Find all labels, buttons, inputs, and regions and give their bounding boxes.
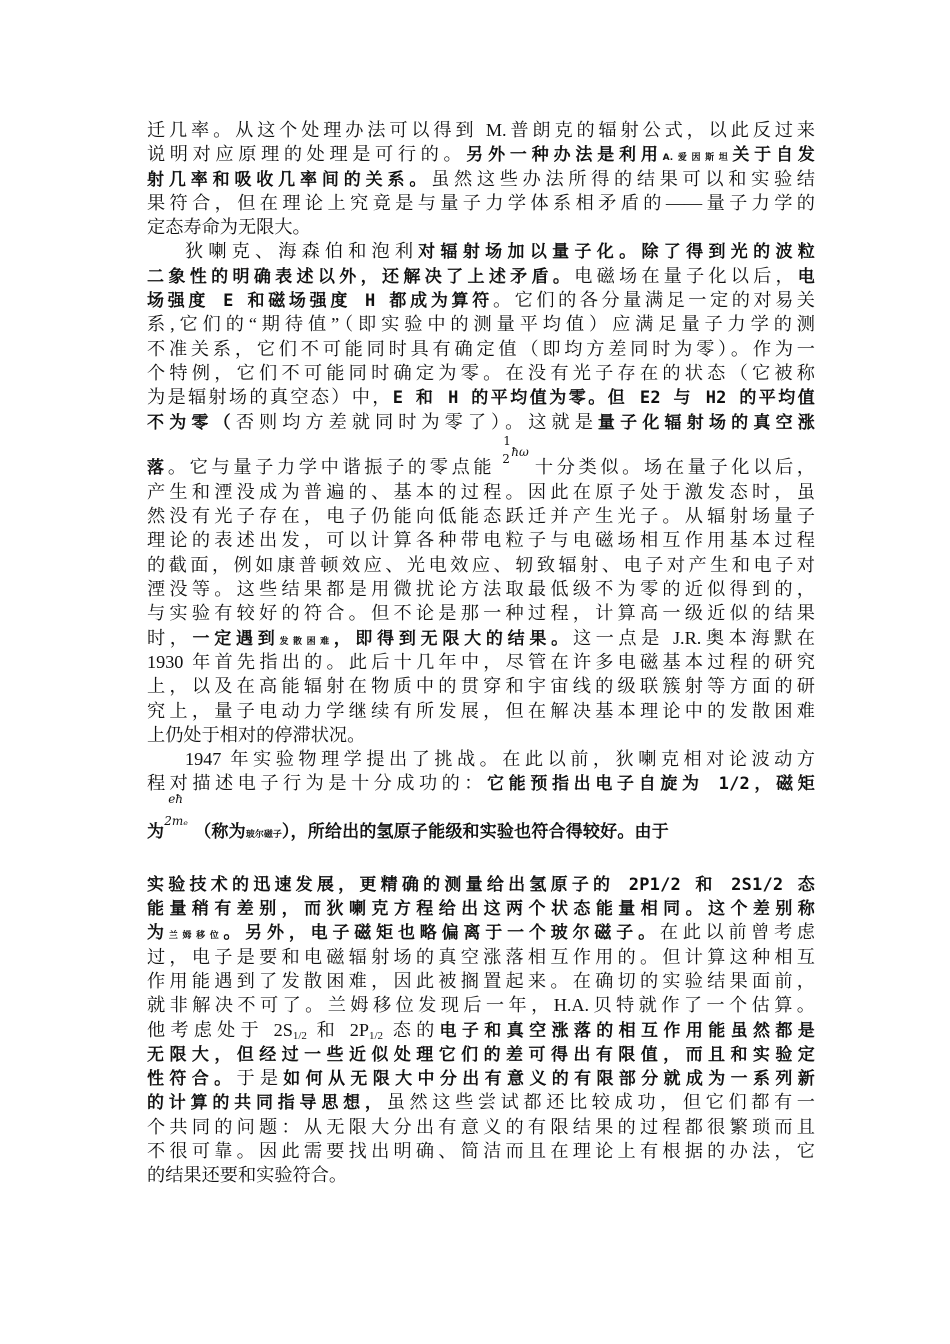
text: 说明对应原理的处理是可行的。 (147, 144, 467, 165)
bold-text: 如何从无限大中分出有意义的有限部分就成为一系列新 (283, 1069, 815, 1090)
text: 虽然这些办法所得的结果可以和实验结 (431, 168, 815, 189)
text: 过，电子是要和电磁辐射场的真空涨落相互作用的。但计算这种相互 (147, 946, 815, 967)
text: 否则均方差就同时为零了）。这就是 (235, 411, 598, 432)
bold-text: ），所给出的氢原子能级和实验也符合得较好。由于 (281, 822, 669, 843)
text-line (147, 385, 815, 409)
text: 。它们的各分量满足一定的对易关 (492, 290, 815, 311)
bold-text: 场强度 E 和磁场强度 H 都成为算符 (147, 291, 493, 312)
text-line (147, 410, 815, 434)
small-note: 玻尔磁子 (245, 830, 282, 841)
text-line (147, 553, 815, 577)
text-line (147, 969, 815, 993)
text: 在此以前曾考虑 (659, 922, 815, 943)
half-hbar-omega-formula (501, 433, 529, 469)
text-line (147, 1115, 815, 1139)
bold-text: ，即得到无限大的结果。 (333, 628, 573, 649)
bold-text: 射几率和吸收几率间的关系。 (147, 169, 432, 190)
bold-text: 另外一种办法是利用 (466, 145, 663, 166)
text: 和 2P (306, 1019, 369, 1040)
text-line (147, 1018, 815, 1042)
text: 虽然这些尝试都还比较成功，但它们都有一 (386, 1092, 815, 1113)
text-line (147, 920, 815, 944)
bold-text: 无限大，但经过一些近似处理它们的差可得出有限值，而且和实验定 (147, 1044, 815, 1065)
bold-text: 为 (147, 822, 165, 843)
text-line (147, 896, 815, 920)
text-line (147, 361, 815, 385)
text: 于是 (236, 1068, 284, 1089)
bold-text: 量子化辐射场的真空涨 (597, 412, 815, 433)
text-line (147, 191, 815, 215)
bold-text: 对辐射场加以量子化。除了得到光的波粒 (418, 242, 815, 263)
text: 1947 年实验物理学提出了挑战。在此以前，狄喇克相对论波动方 (185, 749, 815, 770)
text: 态的 (383, 1019, 440, 1040)
small-note: A.爱因斯坦 (662, 153, 733, 164)
subscript: 1/2 (368, 1029, 384, 1042)
text: 的截面，例如康普顿效应、光电效应、轫致辐射、电子对产生和电子对 (147, 554, 815, 575)
fraction-numerator: eħ (168, 792, 184, 807)
text: 然没有光子存在，电子仍能向低能态跃迁并产生光子。从辐射场量子 (147, 506, 815, 527)
bold-text: 为 (147, 923, 169, 944)
text: 理论的表述出发，可以计算各种带电粒子与电磁场相互作用基本过程 (147, 530, 815, 551)
text-line (147, 142, 815, 166)
text: 不准关系，它们不可能同时具有确定值（即均方差同时为零）。作为一 (147, 338, 815, 359)
fraction-numerator: 1 (503, 433, 511, 448)
bold-text: 关于自发 (732, 145, 815, 166)
text: 究上，量子电动力学继续有所发展，但在解决基本理论中的发散困难 (147, 700, 815, 721)
bold-text: 能量稍有差别，而狄喇克方程给出这两个状态能量相同。这个差别称 (147, 899, 815, 920)
text: 为是辐射场的真空态）中， (147, 387, 393, 408)
text-line (147, 337, 815, 361)
text: 就非解决不可了。兰姆移位发现后一年，H.A.贝特就作了一个估算。 (147, 995, 815, 1016)
paragraph-3 (147, 747, 815, 796)
bohr-magneton-line (147, 792, 815, 848)
text-line (147, 1139, 815, 1163)
bold-text: E 和 H 的平均值为零。但 E2 与 H2 的平均值 (392, 388, 815, 409)
text: 产生和湮没成为普遍的、基本的过程。因此在原子处于激发态时，虽 (147, 481, 815, 502)
text: 系,它们的“期待值”（即实验中的测量平均值）应满足量子力学的测 (147, 314, 815, 335)
text-line (147, 577, 815, 601)
fraction-denominator: 2mₑ (164, 814, 188, 829)
text-line (147, 1066, 815, 1090)
text: 的结果还要和实验符合。 (147, 1165, 348, 1186)
fraction-denominator: 2 (502, 451, 510, 466)
document-body (147, 118, 815, 1188)
text-line (147, 528, 815, 552)
text-line (147, 650, 815, 674)
bohr-magneton-formula (164, 792, 194, 831)
bold-text: 落 (147, 457, 168, 478)
text: 果符合，但在理论上究竟是与量子力学体系相矛盾的——量子力学的 (147, 192, 815, 213)
text-line (147, 747, 815, 771)
text-line (147, 945, 815, 969)
text: 这一点是 J.R.奥本海默在 (572, 627, 815, 648)
text: 个共同的问题：从无限大分出有意义的有限结果的过程都很繁琐而且 (147, 1116, 815, 1137)
text: 他考虑处于 2S (147, 1019, 293, 1040)
text-line (147, 626, 815, 650)
text-line (147, 771, 815, 795)
text-line (147, 504, 815, 528)
bold-text: 它能预指出电子自旋为 1/2，磁矩 (486, 774, 815, 795)
text-line (147, 264, 815, 288)
small-note: 兰姆移位 (168, 931, 224, 942)
text: 与实验有较好的符合。但不论是那一种过程，计算高一级近似的结果 (147, 603, 815, 624)
bold-text: 不为零（ (147, 412, 236, 433)
bold-text: 二象性的明确表述以外，还解决了上述矛盾。 (147, 266, 575, 287)
bold-text: 电 (797, 266, 815, 287)
text-line (147, 239, 815, 263)
text: 上，以及在高能辐射在物质中的贯穿和宇宙线的级联簇射等方面的研 (147, 676, 815, 697)
text: 上仍处于相对的停滞状况。 (147, 724, 366, 745)
subscript: 1/2 (292, 1029, 307, 1042)
text-line (147, 288, 815, 312)
paragraph-1 (147, 118, 815, 239)
text-line (147, 312, 815, 336)
text-line (147, 1042, 815, 1066)
bold-text: 实验技术的迅速发展，更精确的测量给出氢原子的 2P1/2 和 2S1/2 态 (147, 874, 815, 895)
text-line (147, 118, 815, 142)
text-line (147, 993, 815, 1017)
text: 。它与量子力学中谐振子的零点能 (167, 456, 496, 477)
text-line (147, 1163, 815, 1187)
text: 时， (147, 627, 193, 648)
text: 狄喇克、海森伯和泡利 (185, 241, 419, 262)
zero-point-energy-line (147, 434, 815, 480)
text-line (147, 699, 815, 723)
text: 不很可靠。因此需要找出明确、简洁而且在理论上有根据的办法，它 (147, 1140, 815, 1161)
bold-text: 的计算的共同指导思想， (147, 1093, 387, 1114)
text-line (147, 215, 815, 239)
text-line (147, 674, 815, 698)
text: 定态寿命为无限大。 (147, 217, 311, 238)
text-line (147, 601, 815, 625)
small-note: 发散困难 (279, 636, 334, 647)
text: 程对描述电子行为是十分成功的： (147, 773, 487, 794)
paragraph-2-continued (147, 480, 815, 747)
bold-text: 电子和真空涨落的相互作用能虽然都是 (439, 1020, 815, 1041)
text-line (147, 872, 815, 896)
text: 湮没等。这些结果都是用微扰论方法取最低级不为零的近似得到的， (147, 579, 815, 600)
text: 电磁场在量子化以后， (574, 265, 798, 286)
paragraph-2 (147, 239, 815, 433)
paragraph-3-continued (147, 872, 815, 1188)
text: 个特例，它们不可能同时确定为零。在没有光子存在的状态（它被称 (147, 362, 815, 383)
text: 十分类似。场在量子化以后， (531, 456, 815, 477)
bold-text: （称为 (194, 822, 246, 843)
text-line (147, 480, 815, 504)
text: 作用能遇到了发散困难，因此被搁置起来。在确切的实验结果面前， (147, 970, 815, 991)
bold-text: 性符合。 (147, 1069, 237, 1090)
bold-text: 。另外，电子磁矩也略偏离于一个玻尔磁子。 (223, 923, 660, 944)
bold-text: 一定遇到 (192, 628, 280, 649)
text: 1930 年首先指出的。此后十几年中，尽管在许多电磁基本过程的研究 (147, 651, 815, 672)
blank-gap (147, 848, 815, 872)
text: 迁几率。从这个处理办法可以得到 M.普朗克的辐射公式，以此反过来 (147, 120, 815, 140)
text-line (147, 167, 815, 191)
hbar-omega: ħω (511, 444, 529, 459)
text-line (147, 1090, 815, 1114)
text-line (147, 723, 815, 747)
